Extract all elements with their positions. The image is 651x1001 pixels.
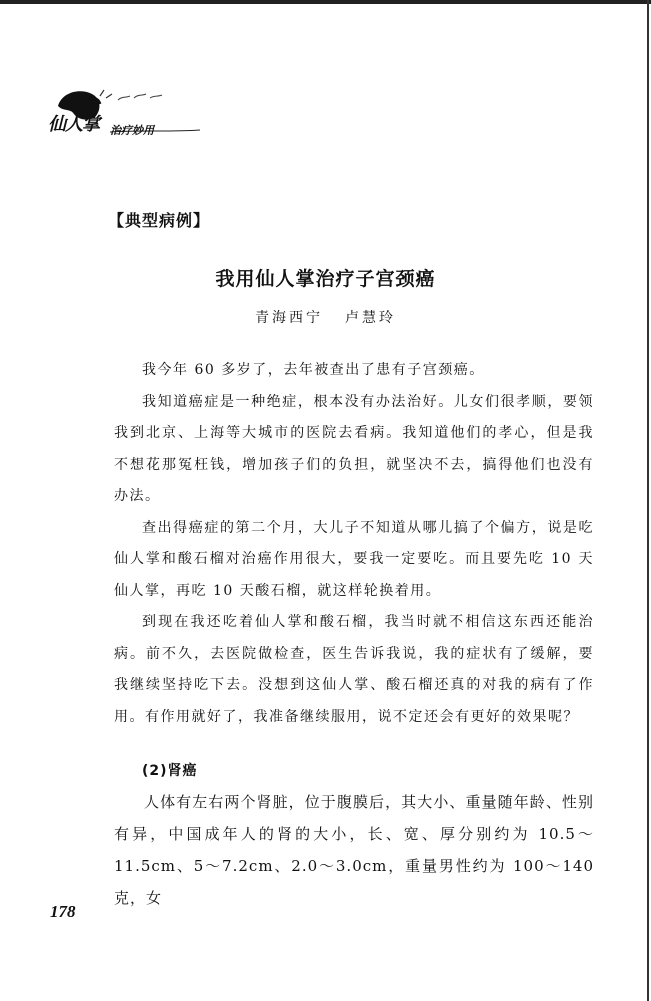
scan-border-top [0, 0, 651, 4]
section-tag: 【典型病例】 [108, 211, 211, 230]
subsection-heading: (2)肾癌 [142, 763, 198, 779]
author-place: 青海西宁 [255, 310, 323, 326]
subsection-body [114, 786, 594, 914]
logo-sub-text: 治疗妙用 [110, 124, 154, 137]
paragraph: 人体有左右两个肾脏，位于腹膜后，其大小、重量随年龄、性别有异，中国成年人的肾的大小，长、宽、厚分别约为 10.5～11.5cm、5～7.2cm、2.0～3.0cm，重量男性约为 100～140 克，女 [114, 793, 594, 907]
logo-main-text: 仙人掌 [48, 114, 99, 135]
paragraph: 我知道癌症是一种绝症，根本没有办法治好。儿女们很孝顺，要领我到北京、上海等大城市的医院去看病。我知道他们的孝心，但是我不想花那冤枉钱，增加孩子们的负担，就坚决不去，搞得他们也没有办法。 [114, 393, 594, 504]
article-title: 我用仙人掌治疗子宫颈癌 [215, 268, 436, 290]
article-body [114, 355, 594, 733]
scan-border-right [647, 0, 649, 1001]
paragraph: 查出得癌症的第二个月，大儿子不知道从哪儿搞了个偏方，说是吃仙人掌和酸石榴对治癌作用很大，要我一定要吃。而且要先吃 10 天仙人掌，再吃 10 天酸石榴，就这样轮换着用。 [114, 519, 594, 599]
author-name: 卢慧玲 [345, 310, 396, 326]
page-number: 178 [50, 902, 76, 921]
article-author [0, 307, 651, 327]
paragraph: 到现在我还吃着仙人掌和酸石榴，我当时就不相信这东西还能治病。前不久，去医院做检查，医生告诉我说，我的症状有了缓解，要我继续坚持吃下去。没想到这仙人掌、酸石榴还真的对我的病有了作用。有作用就好了，我准备继续服用，说不定还会有更好的效果呢？ [114, 614, 594, 725]
paragraph: 我今年 60 多岁了，去年被查出了患有子宫颈癌。 [142, 362, 485, 378]
book-logo [40, 86, 210, 146]
